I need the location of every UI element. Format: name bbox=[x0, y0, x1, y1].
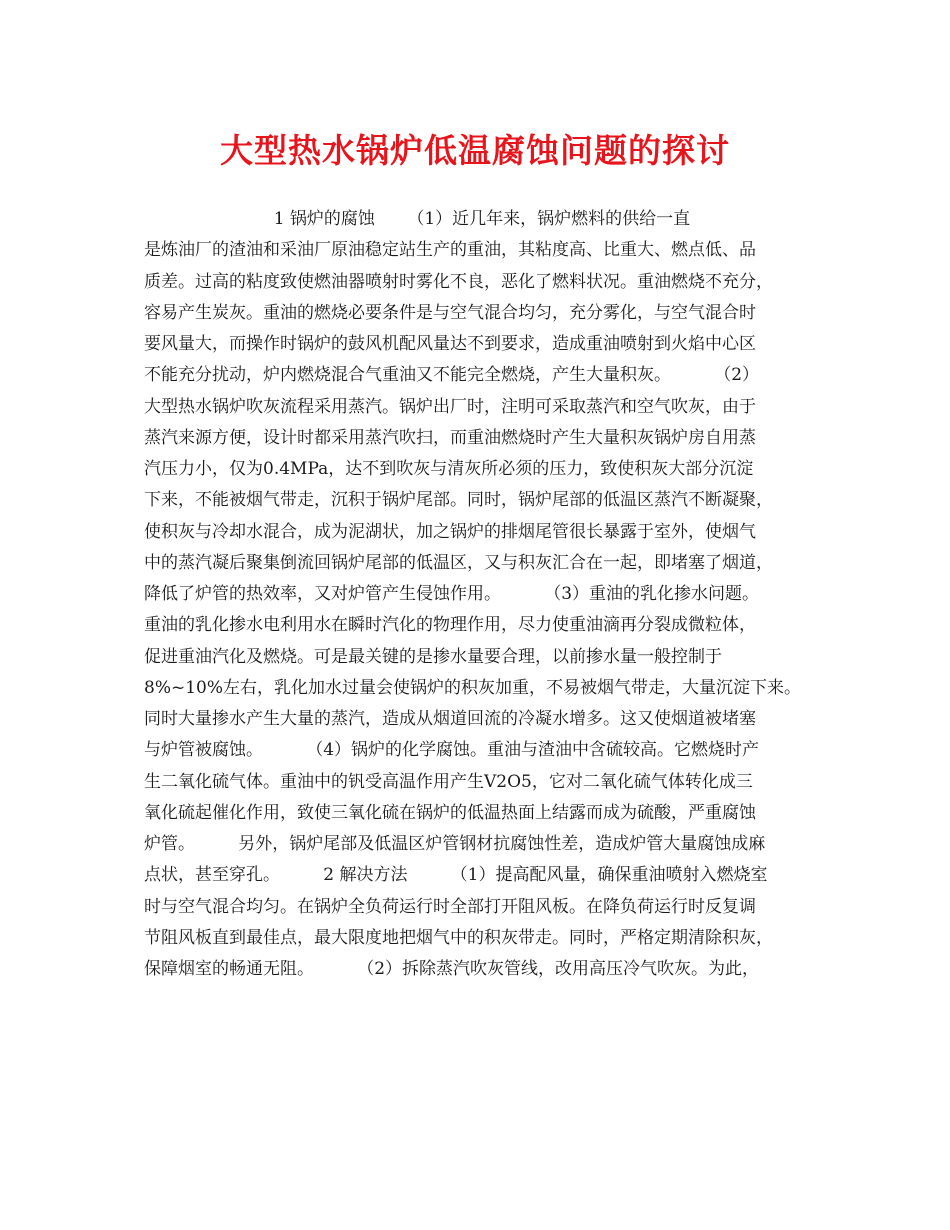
body-line: 降低了炉管的热效率，又对炉管产生侵蚀作用。 （3）重油的乳化掺水问题。 bbox=[144, 584, 760, 604]
body-line: 炉管。 另外，锅炉尾部及低温区炉管钢材抗腐蚀性差，造成炉管大量腐蚀成麻 bbox=[144, 834, 766, 854]
body-line: 点状，甚至穿孔。 2 解决方法 （1）提高配风量，确保重油喷射入燃烧室 bbox=[144, 865, 768, 886]
body-line: 蒸汽来源方便，设计时都采用蒸汽吹扫，而重油燃烧时产生大量积灰锅炉房自用蒸 bbox=[144, 427, 756, 448]
body-line: 时与空气混合均匀。在锅炉全负荷运行时全部打开阻风板。在降负荷运行时反复调 bbox=[144, 896, 756, 917]
body-line: 质差。过高的粘度致使燃油器喷射时雾化不良，恶化了燃料状况。重油燃烧不充分， bbox=[144, 271, 773, 292]
body-line: 中的蒸汽凝后聚集倒流回锅炉尾部的低温区，又与积灰汇合在一起，即堵塞了烟道， bbox=[144, 552, 773, 573]
body-line: 大型热水锅炉吹灰流程采用蒸汽。锅炉出厂时，注明可采取蒸汽和空气吹灰，由于 bbox=[144, 396, 756, 417]
body-line: 下来，不能被烟气带走，沉积于锅炉尾部。同时，锅炉尾部的低温区蒸汽不断凝聚， bbox=[144, 490, 773, 511]
body-line: 与炉管被腐蚀。 （4）锅炉的化学腐蚀。重油与渣油中含硫较高。它燃烧时产 bbox=[144, 740, 760, 761]
body-line: 生二氧化硫气体。重油中的钒受高温作用产生V2O5，它对二氧化硫气体转化成三 bbox=[144, 771, 753, 792]
document-title: 大型热水锅炉低温腐蚀问题的探讨 bbox=[220, 131, 730, 170]
body-line: 是炼油厂的渣油和采油厂原油稳定站生产的重油，其粘度高、比重大、燃点低、品 bbox=[144, 240, 756, 261]
body-line: 8%~10%左右，乳化加水过量会使锅炉的积灰加重，不易被烟气带走，大量沉淀下来。 bbox=[144, 677, 801, 698]
body-line: 1 锅炉的腐蚀 （1）近几年来，锅炉燃料的供给一直 bbox=[144, 209, 691, 229]
body-line: 容易产生炭灰。重油的燃烧必要条件是与空气混合均匀，充分雾化，与空气混合时 bbox=[144, 302, 756, 323]
body-line: 氧化硫起催化作用，致使三氧化硫在锅炉的低温热面上结露而成为硫酸，严重腐蚀 bbox=[144, 802, 756, 823]
body-line: 汽压力小，仅为0.4MPa，达不到吹灰与清灰所必须的压力，致使积灰大部分沉淀 bbox=[144, 459, 754, 479]
body-line: 保障烟室的畅通无阻。 （2）拆除蒸汽吹灰管线，改用高压冷气吹灰。为此， bbox=[144, 959, 760, 979]
document-body bbox=[144, 204, 824, 985]
body-line: 重油的乳化掺水电利用水在瞬时汽化的物理作用，尽力使重油滴再分裂成微粒体， bbox=[144, 615, 756, 636]
body-line: 同时大量掺水产生大量的蒸汽，造成从烟道回流的冷凝水增多。这又使烟道被堵塞 bbox=[144, 709, 756, 729]
body-line: 使积灰与冷却水混合，成为泥湖状，加之锅炉的排烟尾管很长暴露于室外，使烟气 bbox=[144, 521, 756, 542]
body-line: 促进重油汽化及燃烧。可是最关键的是掺水量要合理，以前掺水量一般控制于 bbox=[144, 646, 722, 667]
body-line: 不能充分扰动，炉内燃烧混合气重油又不能完全燃烧，产生大量积灰。 （2） bbox=[144, 365, 760, 386]
body-line: 要风量大，而操作时锅炉的鼓风机配风量达不到要求，造成重油喷射到火焰中心区 bbox=[144, 334, 756, 354]
body-line: 节阻风板直到最佳点，最大限度地把烟气中的积灰带走。同时，严格定期清除积灰， bbox=[144, 927, 773, 948]
